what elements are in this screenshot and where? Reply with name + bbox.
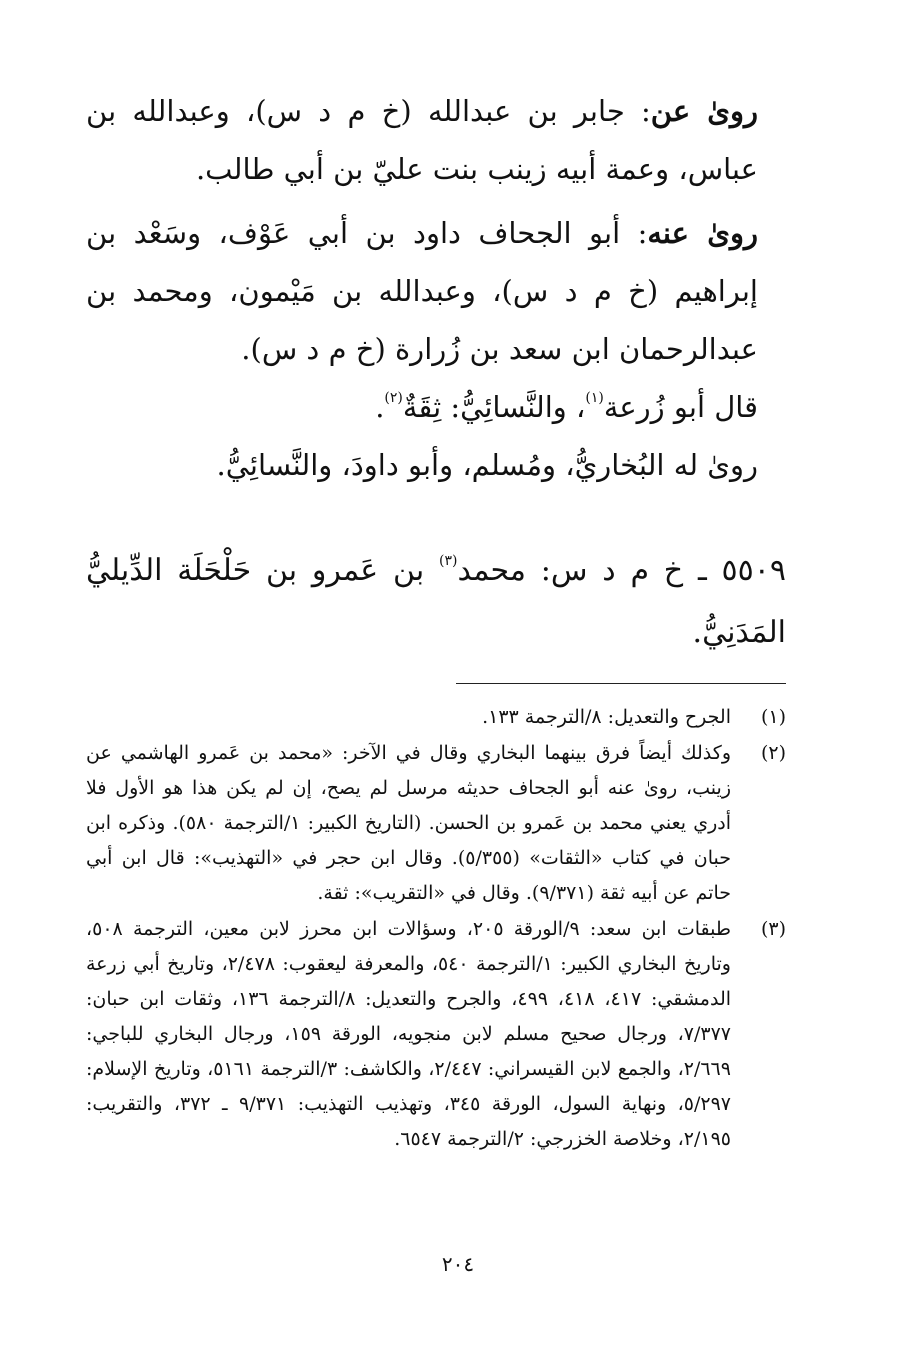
footnote-divider	[456, 683, 786, 684]
grading-paragraph	[86, 378, 786, 436]
grading-text-end: .	[375, 390, 385, 424]
grading-text-middle: ، والنَّسائِيُّ: ثِقَةٌ	[402, 390, 586, 424]
narrated-from-text: : جابر بن عبدالله (خ م د س)، وعبدالله بن عباس، وعمة أبيه زينب بنت عليّ بن أبي طالب.	[86, 94, 758, 186]
entry-heading-end: بن عَمرو بن حَلْحَلَة الدِّيليُّ المَدَنِيُّ.	[86, 553, 786, 650]
entry-heading-start: ٥٥٠٩ ـ خ م د س: محمد	[457, 553, 786, 588]
footnote-1	[86, 700, 786, 735]
footnote-ref-3[interactable]: (٣)	[438, 553, 458, 569]
grading-text-start: قال أبو زُرعة	[603, 390, 758, 424]
narrated-by-label: رویٰ عنه	[647, 216, 758, 250]
narrated-by-paragraph	[86, 204, 786, 378]
footnote-text: الجرح والتعديل: ٨/الترجمة ١٣٣.	[482, 706, 731, 728]
footnote-2	[86, 736, 786, 911]
footnote-text: وكذلك أيضاً فرق بينهما البخاري وقال في الآخر: «محمد بن عَمرو الهاشمي عن زينب، رویٰ عنه أبو الجحاف حديثه مرسل لم يصح، إن لم يكن هذا هو الأول فلا أدري يعني محمد بن عَمرو بن الحسن. (التاريخ الكبير: ١/الترجمة ٥٨٠). وذكره ابن حبان في كتاب «الثقات» (٥/٣٥٥). وقال ابن حجر في «التهذيب»: قال ابن أبي حاتم عن أبيه ثقة (٩/٣٧١). وقال في «التقريب»: ثقة.	[86, 742, 731, 904]
narrated-from-paragraph	[86, 82, 786, 198]
narrated-for-paragraph: رویٰ له البُخاريُّ، ومُسلم، وأبو داودَ، والنَّسائِيُّ.	[216, 448, 758, 482]
footnote-number: (٣)	[760, 918, 786, 940]
footnote-number: (٢)	[760, 742, 786, 764]
main-text	[86, 82, 786, 664]
footnote-text: طبقات ابن سعد: ٩/الورقة ٢٠٥، وسؤالات ابن محرز لابن معين، الترجمة ٥٠٨، وتاريخ البخاري الكبير: ١/الترجمة ٥٤٠، والمعرفة ليعقوب: ٢/٤٧٨، وتاريخ أبي زرعة الدمشقي: ٤١٧، ٤١٨، ٤٩٩، والجرح والتعديل: ٨/الترجمة ١٣٦، وثقات ابن حبان: ٧/٣٧٧، ورجال صحيح مسلم لابن منجويه، الورقة ١٥٩، ورجال البخاري للباجي: ٢/٦٦٩، والجمع لابن القيسراني: ٢/٤٤٧، والكاشف: ٣/الترجمة ٥١٦١، وتاريخ الإسلام: ٥/٢٩٧، ونهاية السول، الورقة ٣٤٥، وتهذيب التهذيب: ٩/٣٧١ ـ ٣٧٢، والتقريب: ٢/١٩٥، وخلاصة الخزرجي: ٢/الترجمة ٦٥٤٧.	[86, 918, 732, 1150]
footnotes	[86, 700, 786, 1158]
footnote-3	[86, 912, 786, 1157]
entry-heading	[86, 540, 786, 664]
footnote-number: (١)	[760, 706, 786, 728]
footnote-ref-1[interactable]: (١)	[585, 390, 604, 407]
narrated-by-text: : أبو الجحاف داود بن أبي عَوْف، وسَعْد بن إبراهيم (خ م د س)، وعبدالله بن مَيْمون، ومحمد بن عبدالرحمان ابن سعد بن زُرارة (خ م د س).	[86, 216, 758, 366]
narrated-from-label: رویٰ عن	[650, 94, 758, 128]
footnote-ref-2[interactable]: (٢)	[384, 390, 403, 407]
page-number: ٢٠٤	[441, 1252, 475, 1276]
